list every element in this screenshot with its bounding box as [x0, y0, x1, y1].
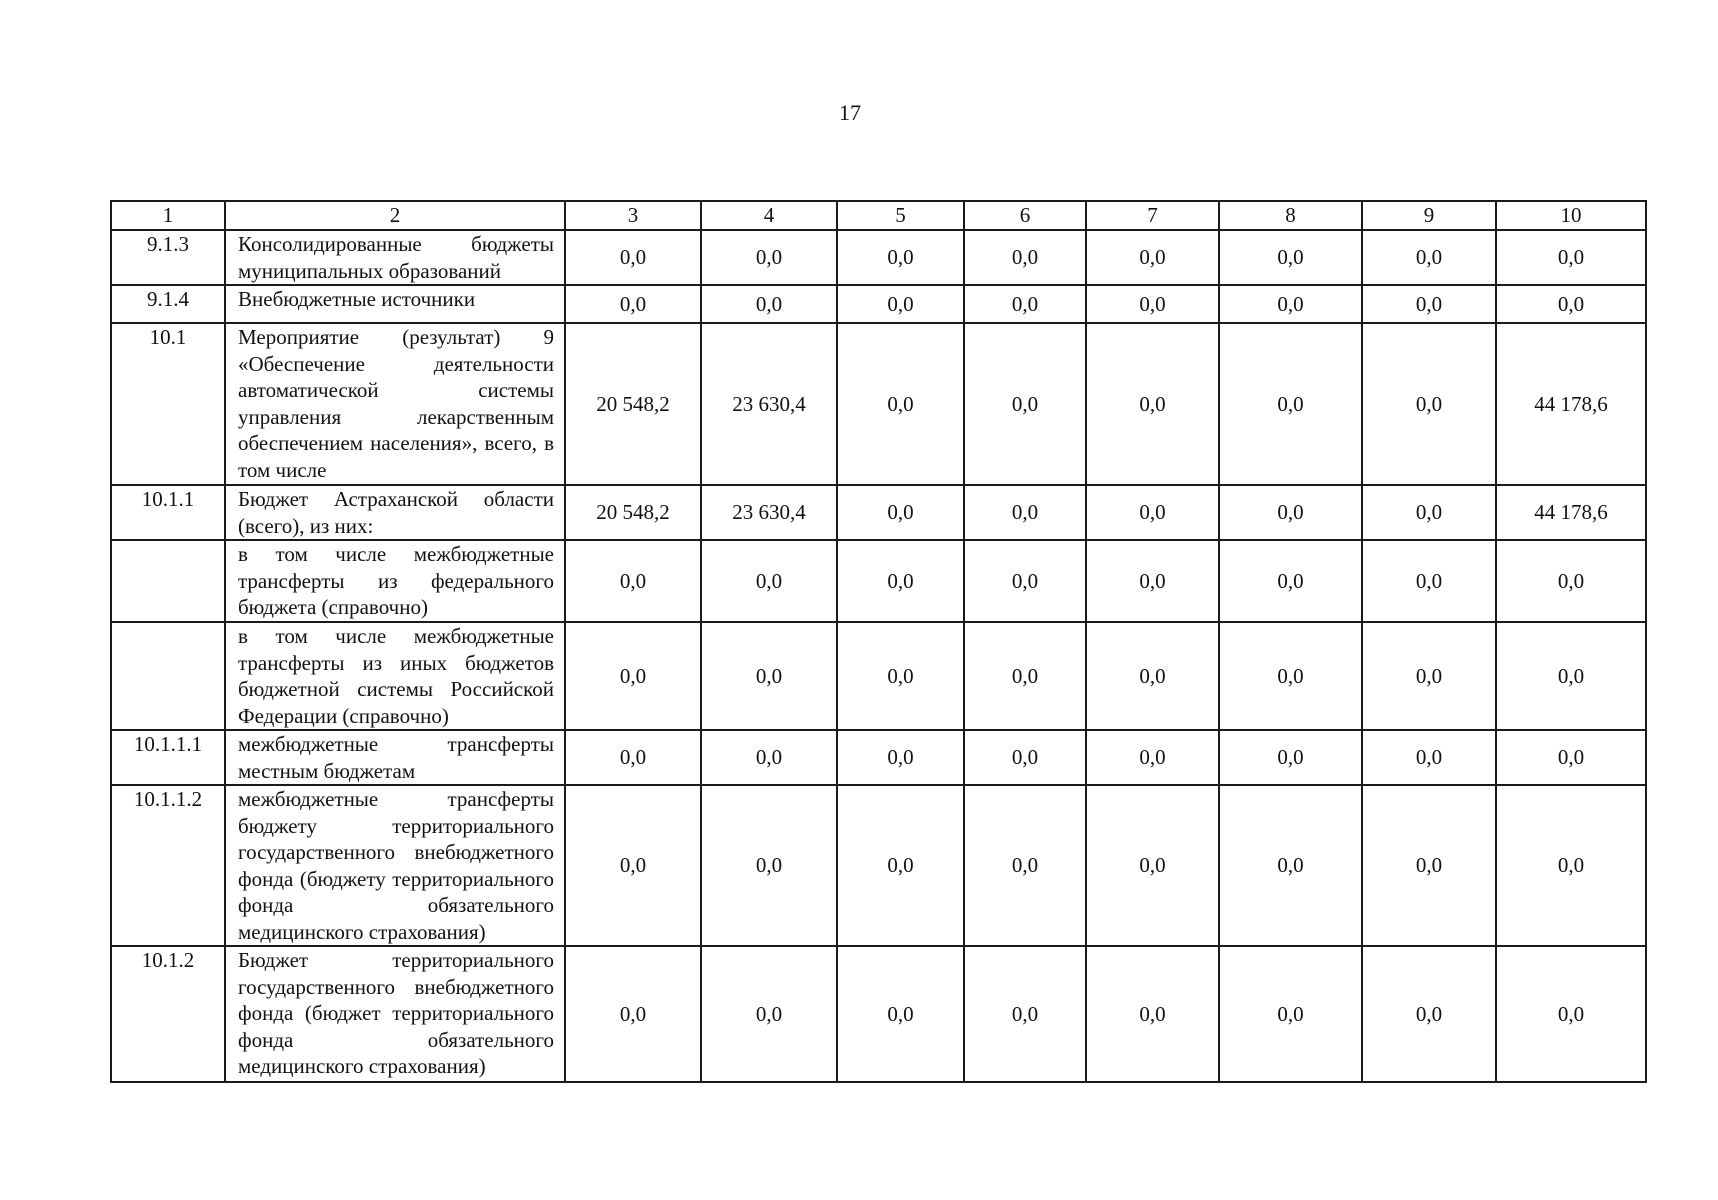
value-cell: 0,0 — [1362, 785, 1496, 946]
value-cell: 0,0 — [1219, 946, 1362, 1082]
value-cell: 0,0 — [1362, 285, 1496, 323]
value-cell: 0,0 — [1219, 730, 1362, 785]
row-code: 10.1.1.2 — [111, 785, 225, 946]
column-header: 8 — [1219, 201, 1362, 230]
row-description: Бюджет территориального государственного внебюджетного фонда (бюджет территориального фонда обязательного медицинского страхования) — [225, 946, 565, 1082]
column-header: 7 — [1086, 201, 1219, 230]
value-cell: 0,0 — [1362, 485, 1496, 540]
value-cell: 23 630,4 — [701, 323, 837, 485]
value-cell: 0,0 — [1362, 230, 1496, 285]
value-cell: 20 548,2 — [565, 323, 701, 485]
page-number: 17 — [839, 100, 861, 125]
value-cell: 20 548,2 — [565, 485, 701, 540]
column-header: 3 — [565, 201, 701, 230]
value-cell: 0,0 — [964, 323, 1086, 485]
value-cell: 0,0 — [1362, 730, 1496, 785]
value-cell: 0,0 — [1496, 785, 1646, 946]
value-cell: 0,0 — [964, 285, 1086, 323]
value-cell: 44 178,6 — [1496, 323, 1646, 485]
row-description: межбюджетные трансферты местным бюджетам — [225, 730, 565, 785]
value-cell: 0,0 — [837, 730, 964, 785]
row-description: Бюджет Астраханской области (всего), из них: — [225, 485, 565, 540]
value-cell: 44 178,6 — [1496, 485, 1646, 540]
value-cell: 0,0 — [1496, 730, 1646, 785]
value-cell: 0,0 — [565, 946, 701, 1082]
value-cell: 0,0 — [1496, 230, 1646, 285]
value-cell: 0,0 — [1219, 485, 1362, 540]
value-cell: 0,0 — [1362, 946, 1496, 1082]
value-cell: 0,0 — [964, 785, 1086, 946]
row-description: Внебюджетные источники — [225, 285, 565, 323]
table-row — [111, 946, 1646, 1082]
row-code: 9.1.3 — [111, 230, 225, 285]
row-code: 10.1 — [111, 323, 225, 485]
value-cell: 0,0 — [964, 622, 1086, 730]
value-cell: 0,0 — [1219, 230, 1362, 285]
value-cell: 0,0 — [837, 785, 964, 946]
row-code: 10.1.1 — [111, 485, 225, 540]
value-cell: 0,0 — [837, 622, 964, 730]
row-code: 10.1.2 — [111, 946, 225, 1082]
value-cell: 0,0 — [701, 730, 837, 785]
value-cell: 0,0 — [565, 540, 701, 622]
row-code: 9.1.4 — [111, 285, 225, 323]
row-description: межбюджетные трансферты бюджету территориального государственного внебюджетного фонда (бюджету территориального фонда обязательного медицинского страхования) — [225, 785, 565, 946]
value-cell: 0,0 — [701, 230, 837, 285]
row-code — [111, 540, 225, 622]
value-cell: 0,0 — [1362, 323, 1496, 485]
column-header: 10 — [1496, 201, 1646, 230]
value-cell: 0,0 — [1219, 323, 1362, 485]
value-cell: 0,0 — [1086, 540, 1219, 622]
header-row — [111, 201, 1646, 230]
value-cell: 0,0 — [964, 230, 1086, 285]
row-code — [111, 622, 225, 730]
value-cell: 0,0 — [1219, 622, 1362, 730]
row-code: 10.1.1.1 — [111, 730, 225, 785]
value-cell: 0,0 — [1496, 622, 1646, 730]
value-cell: 0,0 — [1362, 540, 1496, 622]
value-cell: 0,0 — [964, 485, 1086, 540]
row-description: в том числе межбюджетные трансферты из федерального бюджета (справочно) — [225, 540, 565, 622]
row-description: в том числе межбюджетные трансферты из иных бюджетов бюджетной системы Российской Федерации (справочно) — [225, 622, 565, 730]
value-cell: 0,0 — [565, 622, 701, 730]
budget-table — [110, 200, 1647, 1083]
column-header: 5 — [837, 201, 964, 230]
value-cell: 0,0 — [1086, 485, 1219, 540]
value-cell: 0,0 — [1086, 323, 1219, 485]
table-row — [111, 622, 1646, 730]
row-description: Консолидированные бюджеты муниципальных образований — [225, 230, 565, 285]
value-cell: 0,0 — [964, 730, 1086, 785]
value-cell: 0,0 — [701, 285, 837, 323]
value-cell: 0,0 — [1219, 540, 1362, 622]
value-cell: 0,0 — [701, 946, 837, 1082]
value-cell: 0,0 — [837, 946, 964, 1082]
value-cell: 23 630,4 — [701, 485, 837, 540]
value-cell: 0,0 — [1496, 946, 1646, 1082]
value-cell: 0,0 — [837, 540, 964, 622]
column-header: 1 — [111, 201, 225, 230]
column-header: 4 — [701, 201, 837, 230]
table-row — [111, 230, 1646, 285]
value-cell: 0,0 — [565, 285, 701, 323]
table-row — [111, 785, 1646, 946]
value-cell: 0,0 — [1086, 946, 1219, 1082]
value-cell: 0,0 — [565, 230, 701, 285]
value-cell: 0,0 — [1086, 785, 1219, 946]
value-cell: 0,0 — [1086, 622, 1219, 730]
value-cell: 0,0 — [1086, 230, 1219, 285]
value-cell: 0,0 — [964, 540, 1086, 622]
column-header: 6 — [964, 201, 1086, 230]
table-row — [111, 323, 1646, 485]
value-cell: 0,0 — [701, 540, 837, 622]
table-row — [111, 285, 1646, 323]
value-cell: 0,0 — [1086, 285, 1219, 323]
value-cell: 0,0 — [837, 285, 964, 323]
table-row — [111, 485, 1646, 540]
value-cell: 0,0 — [1219, 285, 1362, 323]
value-cell: 0,0 — [1496, 285, 1646, 323]
value-cell: 0,0 — [837, 485, 964, 540]
value-cell: 0,0 — [1362, 622, 1496, 730]
column-header: 2 — [225, 201, 565, 230]
value-cell: 0,0 — [701, 785, 837, 946]
value-cell: 0,0 — [1496, 540, 1646, 622]
value-cell: 0,0 — [565, 785, 701, 946]
row-description: Мероприятие (результат) 9 «Обеспечение деятельности автоматической системы управления лекарственным обеспечением населения», всего, в том числе — [225, 323, 565, 485]
value-cell: 0,0 — [964, 946, 1086, 1082]
value-cell: 0,0 — [837, 323, 964, 485]
value-cell: 0,0 — [1086, 730, 1219, 785]
value-cell: 0,0 — [1219, 785, 1362, 946]
value-cell: 0,0 — [565, 730, 701, 785]
table-row — [111, 540, 1646, 622]
value-cell: 0,0 — [837, 230, 964, 285]
value-cell: 0,0 — [701, 622, 837, 730]
table-row — [111, 730, 1646, 785]
column-header: 9 — [1362, 201, 1496, 230]
